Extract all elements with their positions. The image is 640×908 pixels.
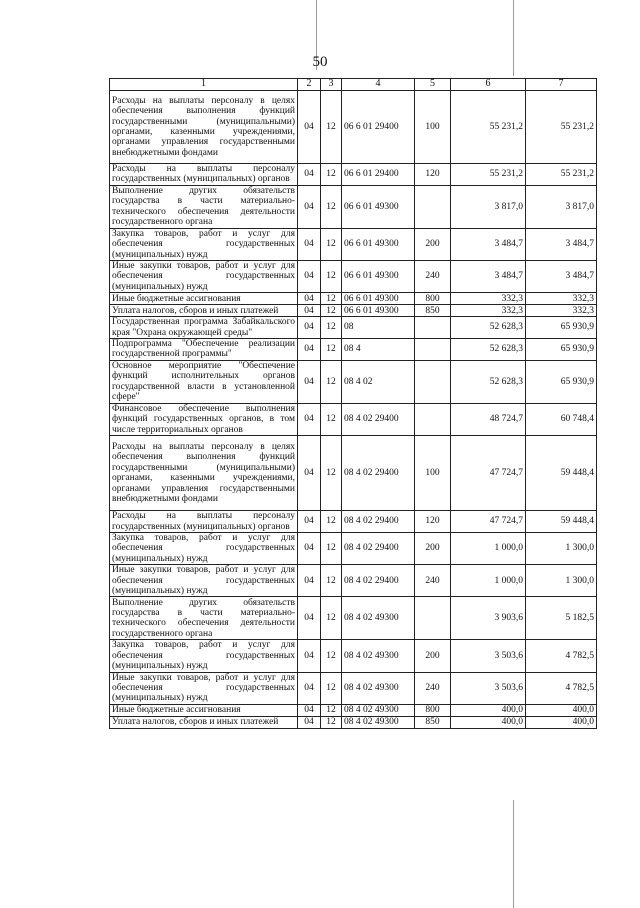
subsection-cell: 12 (321, 228, 342, 260)
column-header: 7 (526, 79, 597, 91)
subsection-cell: 12 (321, 532, 342, 564)
section-cell: 04 (298, 305, 321, 317)
scan-artifact-line (513, 800, 514, 908)
section-cell: 04 (298, 403, 321, 435)
target-item-cell: 06 6 01 49300 (342, 185, 415, 228)
target-item-cell: 08 4 02 29400 (342, 436, 415, 511)
amount-cell: 332,3 (526, 305, 597, 317)
section-cell: 04 (298, 597, 321, 640)
target-item-cell: 08 4 02 (342, 360, 415, 403)
expense-name-cell: Закупка товаров, работ и услуг для обеспечения государственных (муниципальных) нужд (110, 640, 298, 672)
table-row (110, 91, 597, 164)
amount-cell: 47 724,7 (451, 436, 526, 511)
target-item-cell: 06 6 01 29400 (342, 91, 415, 164)
section-cell: 04 (298, 565, 321, 597)
expense-name-cell: Расходы на выплаты персоналу государственных (муниципальных) органов (110, 164, 298, 186)
amount-cell: 55 231,2 (451, 164, 526, 186)
column-header: 4 (342, 79, 415, 91)
section-cell: 04 (298, 532, 321, 564)
target-item-cell: 08 4 02 29400 (342, 403, 415, 435)
amount-cell: 3 484,7 (451, 228, 526, 260)
expense-type-cell (415, 597, 451, 640)
expense-name-cell: Основное мероприятие "Обеспечение функций исполнительных органов государственной власти в установленной сфере" (110, 360, 298, 403)
amount-cell: 400,0 (451, 716, 526, 728)
budget-table (109, 78, 597, 729)
table-row (110, 436, 597, 511)
expense-name-cell: Иные закупки товаров, работ и услуг для обеспечения государственных (муниципальных) нужд (110, 672, 298, 704)
table-row (110, 403, 597, 435)
section-cell: 04 (298, 360, 321, 403)
expense-name-cell: Выполнение других обязательств государства в части материально-технического обеспечения деятельности государственного органа (110, 597, 298, 640)
subsection-cell: 12 (321, 640, 342, 672)
expense-type-cell: 200 (415, 228, 451, 260)
amount-cell: 4 782,5 (526, 640, 597, 672)
expense-type-cell: 100 (415, 91, 451, 164)
section-cell: 04 (298, 436, 321, 511)
expense-type-cell: 240 (415, 672, 451, 704)
subsection-cell: 12 (321, 261, 342, 293)
amount-cell: 1 000,0 (451, 532, 526, 564)
expense-type-cell (415, 185, 451, 228)
table-row (110, 716, 597, 728)
section-cell: 04 (298, 164, 321, 186)
target-item-cell: 08 4 02 49300 (342, 672, 415, 704)
table-row (110, 261, 597, 293)
table-row (110, 293, 597, 305)
expense-type-cell (415, 339, 451, 361)
expense-type-cell: 120 (415, 511, 451, 533)
subsection-cell: 12 (321, 185, 342, 228)
amount-cell: 48 724,7 (451, 403, 526, 435)
amount-cell: 52 628,3 (451, 360, 526, 403)
table-row (110, 305, 597, 317)
table-row (110, 185, 597, 228)
expense-type-cell: 800 (415, 704, 451, 716)
expense-name-cell: Расходы на выплаты персоналу в целях обеспечения выполнения функций государственными (муниципальными) органами, казенными учреждениями, органами управления государственными внебюджетными фондами (110, 436, 298, 511)
amount-cell: 55 231,2 (526, 164, 597, 186)
target-item-cell: 06 6 01 49300 (342, 305, 415, 317)
target-item-cell: 08 4 (342, 339, 415, 361)
subsection-cell: 12 (321, 317, 342, 339)
amount-cell: 65 930,9 (526, 317, 597, 339)
target-item-cell: 06 6 01 49300 (342, 261, 415, 293)
subsection-cell: 12 (321, 597, 342, 640)
section-cell: 04 (298, 185, 321, 228)
target-item-cell: 08 4 02 29400 (342, 565, 415, 597)
section-cell: 04 (298, 228, 321, 260)
column-header: 5 (415, 79, 451, 91)
table-row (110, 317, 597, 339)
expense-name-cell: Иные закупки товаров, работ и услуг для обеспечения государственных (муниципальных) нужд (110, 261, 298, 293)
amount-cell: 332,3 (451, 293, 526, 305)
table-row (110, 164, 597, 186)
section-cell: 04 (298, 91, 321, 164)
expense-type-cell: 800 (415, 293, 451, 305)
expense-name-cell: Иные закупки товаров, работ и услуг для обеспечения государственных (муниципальных) нужд (110, 565, 298, 597)
expense-type-cell: 200 (415, 532, 451, 564)
column-header: 3 (321, 79, 342, 91)
amount-cell: 47 724,7 (451, 511, 526, 533)
table-row (110, 511, 597, 533)
table-row (110, 532, 597, 564)
amount-cell: 65 930,9 (526, 360, 597, 403)
expense-name-cell: Уплата налогов, сборов и иных платежей (110, 305, 298, 317)
target-item-cell: 08 (342, 317, 415, 339)
amount-cell: 332,3 (526, 293, 597, 305)
expense-type-cell: 120 (415, 164, 451, 186)
amount-cell: 3 817,0 (451, 185, 526, 228)
table-row (110, 228, 597, 260)
amount-cell: 59 448,4 (526, 511, 597, 533)
amount-cell: 59 448,4 (526, 436, 597, 511)
amount-cell: 55 231,2 (526, 91, 597, 164)
amount-cell: 60 748,4 (526, 403, 597, 435)
section-cell: 04 (298, 704, 321, 716)
amount-cell: 65 930,9 (526, 339, 597, 361)
subsection-cell: 12 (321, 164, 342, 186)
table-row (110, 360, 597, 403)
amount-cell: 4 782,5 (526, 672, 597, 704)
table-row (110, 565, 597, 597)
expense-type-cell: 850 (415, 716, 451, 728)
expense-name-cell: Финансовое обеспечение выполнения функций государственных органов, в том числе территориальных органов (110, 403, 298, 435)
target-item-cell: 08 4 02 49300 (342, 597, 415, 640)
table-row (110, 597, 597, 640)
expense-type-cell: 240 (415, 261, 451, 293)
section-cell: 04 (298, 672, 321, 704)
expense-type-cell: 100 (415, 436, 451, 511)
subsection-cell: 12 (321, 704, 342, 716)
target-item-cell: 06 6 01 29400 (342, 164, 415, 186)
table-row (110, 640, 597, 672)
section-cell: 04 (298, 261, 321, 293)
expense-name-cell: Подпрограмма "Обеспечение реализации государственной программы" (110, 339, 298, 361)
column-header: 2 (298, 79, 321, 91)
amount-cell: 3 817,0 (526, 185, 597, 228)
subsection-cell: 12 (321, 360, 342, 403)
expense-name-cell: Иные бюджетные ассигнования (110, 704, 298, 716)
target-item-cell: 08 4 02 29400 (342, 532, 415, 564)
subsection-cell: 12 (321, 339, 342, 361)
section-cell: 04 (298, 293, 321, 305)
section-cell: 04 (298, 339, 321, 361)
amount-cell: 400,0 (451, 704, 526, 716)
amount-cell: 3 484,7 (451, 261, 526, 293)
expense-name-cell: Уплата налогов, сборов и иных платежей (110, 716, 298, 728)
amount-cell: 400,0 (526, 716, 597, 728)
target-item-cell: 06 6 01 49300 (342, 228, 415, 260)
expense-name-cell: Расходы на выплаты персоналу в целях обеспечения выполнения функций государственными (муниципальными) органами, казенными учреждениями, органами управления государственными внебюджетными фондами (110, 91, 298, 164)
amount-cell: 1 000,0 (451, 565, 526, 597)
target-item-cell: 08 4 02 29400 (342, 511, 415, 533)
section-cell: 04 (298, 716, 321, 728)
amount-cell: 3 484,7 (526, 228, 597, 260)
expense-type-cell (415, 403, 451, 435)
amount-cell: 400,0 (526, 704, 597, 716)
amount-cell: 55 231,2 (451, 91, 526, 164)
amount-cell: 3 503,6 (451, 640, 526, 672)
subsection-cell: 12 (321, 293, 342, 305)
expense-name-cell: Расходы на выплаты персоналу государственных (муниципальных) органов (110, 511, 298, 533)
expense-type-cell (415, 360, 451, 403)
target-item-cell: 08 4 02 49300 (342, 716, 415, 728)
amount-cell: 52 628,3 (451, 317, 526, 339)
amount-cell: 5 182,5 (526, 597, 597, 640)
expense-name-cell: Закупка товаров, работ и услуг для обеспечения государственных (муниципальных) нужд (110, 228, 298, 260)
amount-cell: 3 503,6 (451, 672, 526, 704)
amount-cell: 332,3 (451, 305, 526, 317)
target-item-cell: 08 4 02 49300 (342, 704, 415, 716)
amount-cell: 1 300,0 (526, 565, 597, 597)
column-header: 1 (110, 79, 298, 91)
expense-name-cell: Иные бюджетные ассигнования (110, 293, 298, 305)
amount-cell: 1 300,0 (526, 532, 597, 564)
subsection-cell: 12 (321, 436, 342, 511)
page-number: 50 (312, 54, 328, 70)
expense-name-cell: Выполнение других обязательств государства в части материально-технического обеспечения деятельности государственного органа (110, 185, 298, 228)
section-cell: 04 (298, 640, 321, 672)
column-header: 6 (451, 79, 526, 91)
amount-cell: 3 484,7 (526, 261, 597, 293)
amount-cell: 3 903,6 (451, 597, 526, 640)
target-item-cell: 06 6 01 49300 (342, 293, 415, 305)
table-header-row (110, 79, 597, 91)
expense-name-cell: Закупка товаров, работ и услуг для обеспечения государственных (муниципальных) нужд (110, 532, 298, 564)
section-cell: 04 (298, 511, 321, 533)
expense-type-cell (415, 317, 451, 339)
subsection-cell: 12 (321, 305, 342, 317)
expense-type-cell: 200 (415, 640, 451, 672)
subsection-cell: 12 (321, 565, 342, 597)
subsection-cell: 12 (321, 91, 342, 164)
expense-name-cell: Государственная программа Забайкальского края "Охрана окружающей среды" (110, 317, 298, 339)
table-row (110, 672, 597, 704)
subsection-cell: 12 (321, 672, 342, 704)
expense-type-cell: 240 (415, 565, 451, 597)
amount-cell: 52 628,3 (451, 339, 526, 361)
subsection-cell: 12 (321, 716, 342, 728)
table-row (110, 704, 597, 716)
subsection-cell: 12 (321, 403, 342, 435)
expense-type-cell: 850 (415, 305, 451, 317)
table-row (110, 339, 597, 361)
section-cell: 04 (298, 317, 321, 339)
subsection-cell: 12 (321, 511, 342, 533)
target-item-cell: 08 4 02 49300 (342, 640, 415, 672)
